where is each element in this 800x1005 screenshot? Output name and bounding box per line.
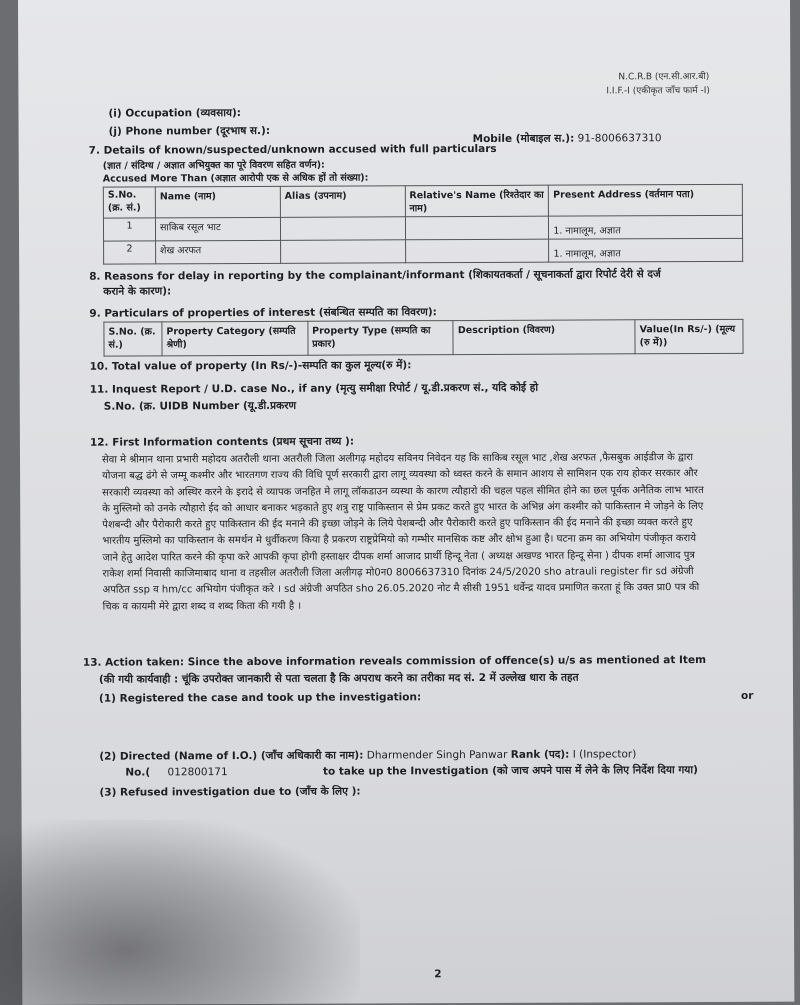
io-number-row: No.( 012800171 to take up the Investigation (को जाच अपने पास में लेने के लिए निर्देश दिया गया)	[125, 764, 698, 779]
section12-title: 12. First Information contents (प्रथम सूचना तथ्य ):	[89, 435, 355, 449]
table-row: 2 शेख अरफत 1. नामालूम, अज्ञात	[104, 238, 743, 264]
io-name: Dharmender Singh Panwar	[366, 748, 508, 762]
mobile-field	[473, 131, 662, 146]
io-number: 012800171	[167, 766, 228, 779]
header-iif: I.I.F.-I (एकीकृत जाँच फार्म -I)	[606, 85, 710, 97]
section7-subtitle: (ज्ञात / संदिग्ध / अज्ञात अभियुक्त का पूरे विवरण सहित वर्णन):	[102, 159, 325, 172]
col-sno: S.No.(क्र. सं.)	[103, 187, 155, 218]
section11-line1: 11. Inquest Report / U.D. case No., if any (मृत्यु समीक्षा रिपोर्ट / यू.डी.प्रकरण सं., यदि कोई हो	[89, 381, 539, 396]
section8-line1: 8. Reasons for delay in reporting by the complainant/informant (शिकायतकर्ता / सूचनाकर्ता द्वारा रिपोर्ट देरी से दर्ज	[89, 268, 661, 283]
col-alias: Alias (उपनाम)	[280, 186, 405, 218]
table-row: 1 साकिब रसूल भाट 1. नामालूम, अज्ञात	[103, 215, 742, 241]
phone-label: (j) Phone number (दूरभाष स.):	[108, 124, 271, 138]
table-header-row	[103, 184, 742, 218]
first-information-body: सेवा मे श्रीमान थाना प्रभारी महोदय अतरौली थाना अतरौली जिला अलीगढ़ महोदय सविनय निवेदन यह कि साकिब रसूल भाट ,शेख अरफत ,फैसबुक आईडीज के द्वारा योजना बद्ध ढंगे से जम्मू कश्मीर और भारतगण राज्य की विधि पूर्ण सरकारी द्वारा लागू व्यवस्था को ध्वस्त करने के समान आशय से सामिशन एक राय होकर सरकार और सरकारी व्यवस्था को अस्थिर करने के इरादे से व्यापक जनहित मे लागू लॉकडाउन व्यस्था के कारण त्यौहारो की चहल पहल सीमित होने का छल पूर्वक अनैतिक लाभ भारत के मुस्लिमो को उनके त्यौहारो ईद को आधार बनाकर भड़काते हुए शत्रु राष्ट्र पाकिस्तान से प्रेम प्रकट करते हुए भारत के अभिन्न अंग कश्मीर को पाकिस्तान मे जोड़ने के लिए पेशबन्दी और पैरोकारी करते हुए पाकिस्तान की ईद मनाने की इच्छा जोड़ने के लिये पेशबन्दी और पैरोकारी करते हुए पाकिस्तान की ईद मनाने की इच्छा व्यक्त करते हुए भारतीय मुस्लिमो का पाकिस्तान के समर्थन मे धुर्वीकरण किया है प्रकरण राष्ट्रप्रेमियो को गम्भीर मानसिक कष्ट और क्षोभ हुआ है। घटना क्रम का अभियोग पंजीकृत कराये जाने हेतु आदेश पारित करने की कृपा करे आपकी कृपा होगी हस्ताक्षर दीपक शर्मा आजाद प्रार्थी हिन्दू नेता ( अध्यक्ष अखण्ड भारत हिन्दू सेना ) दीपक शर्मा आजाद पुत्र राकेश शर्मा निवासी काजिमाबाद थाना व तहसील अतरौली जिला अलीगढ़ मो0न0 8006637310 दिनांक 24/5/2020 sho atrauli register fir sd अंग्रेजी अपठित ssp व hm/cc अभियोग पंजीकृत करे । sd अंग्रेजी अपठित sho 26.05.2020 नोट मै सीसी 1951 धर्वेन्द्र यादव प्रमाणित करता हूं कि उक्त प्रा0 पत्र की चिक व कायमी मेरे द्वारा शब्द व शब्द किता की गयी है ।	[101, 452, 704, 613]
col-address: Present Address (वर्तमान पता)	[549, 184, 743, 216]
action-item-1: (1) Registered the case and took up the investigation:	[99, 691, 422, 705]
section11-line2: S.No. (क्र. UIDB Number (यू.डी.प्रकरण	[103, 399, 297, 413]
table-header-row: S.No. (क्र. सं.) Property Category (सम्पति श्रेणी) Property Type (सम्पति का प्रकार) Description (विवरण) Value(In Rs/-) (मूल्य (रु में))	[104, 319, 743, 356]
col-relative: Relative's Name (रिश्तेदार का नाम)	[405, 185, 549, 217]
action-or: or	[741, 689, 754, 702]
section10-label: 10. Total value of property (In Rs/-)-सम्पति का कुल मूल्य(रु में):	[89, 359, 412, 373]
section7-title: 7. Details of known/suspected/unknown accused with full particulars	[88, 142, 497, 157]
section13-line1: 13. Action taken: Since the above information reveals commission of offence(s) u/s as mentioned at Item	[82, 654, 707, 669]
properties-table	[103, 319, 743, 357]
mobile-label: Mobile (मोबाइल स.):	[472, 132, 575, 146]
accused-table	[103, 184, 743, 265]
action-item-2: (2) Directed (Name of I.O.) (जाँच अधिकारी का नाम): Dharmender Singh Panwar Rank (पद): I (Inspector)	[99, 748, 637, 763]
header-ncrb: N.C.R.B (एन.सी.आर.बी)	[618, 71, 710, 83]
section9-title: 9. Particulars of properties of interest (संबन्धित सम्पति का विवरण):	[89, 306, 437, 320]
page-number: 2	[434, 968, 442, 981]
document-page	[18, 0, 794, 1005]
mobile-value: 91-8006637310	[577, 132, 662, 145]
occupation-label: (i) Occupation (व्यवसाय):	[108, 107, 242, 120]
action-item-3: (3) Refused investigation due to (जाँच के लिए ):	[99, 785, 361, 799]
section13-line2: (की गयी कार्यवाही : चूंकि उपरोक्त जानकारी से पता चलता है कि अपराध करने का तरीका मद सं. 2 में उल्लेख धारा के तहत	[98, 671, 579, 686]
section8-line2: कराने के कारण):	[103, 285, 172, 298]
io-rank: I (Inspector)	[572, 748, 637, 761]
accused-more-than: Accused More Than (अज्ञात आरोपी एक से अधिक हों तो संख्या):	[102, 172, 369, 185]
col-name: Name (नाम)	[155, 186, 280, 218]
